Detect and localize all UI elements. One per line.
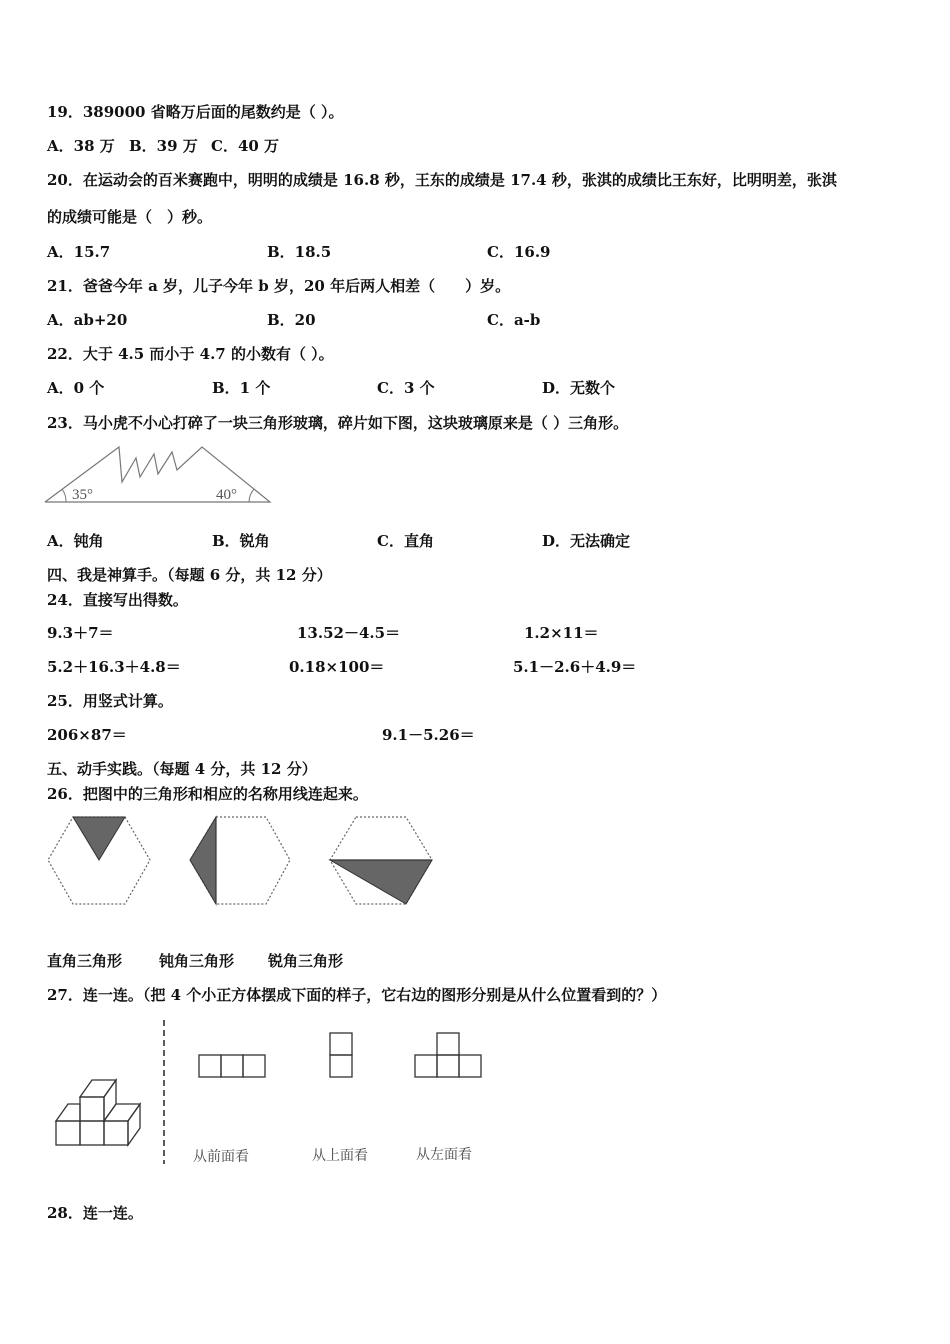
q23-option-a: A．钝角 bbox=[47, 532, 104, 550]
hexagon-3 bbox=[330, 817, 432, 904]
q24-item-6: 5.1－2.6＋4.9＝ bbox=[513, 658, 637, 676]
name-obtuse-triangle: 钝角三角形 bbox=[159, 952, 235, 970]
q24-item-2: 13.52－4.5＝ bbox=[297, 624, 401, 642]
broken-glass-figure bbox=[44, 442, 272, 504]
q19-option-a: A．38 万 bbox=[47, 137, 115, 155]
hexagon-1 bbox=[48, 817, 150, 904]
q20-option-a: A．15.7 bbox=[47, 243, 111, 261]
q23-option-c: C．直角 bbox=[377, 532, 434, 550]
q19-stem: 19．389000 省略万后面的尾数约是（ ）。 bbox=[47, 103, 344, 121]
name-acute-triangle: 锐角三角形 bbox=[268, 952, 344, 970]
q23-stem: 23．马小虎不小心打碎了一块三角形玻璃，碎片如下图，这块玻璃原来是（ ）三角形。 bbox=[47, 414, 629, 432]
q19-option-b: B．39 万 bbox=[129, 137, 198, 155]
q24-item-3: 1.2×11＝ bbox=[524, 624, 599, 642]
left-view bbox=[415, 1033, 481, 1077]
q20-stem-line1: 20．在运动会的百米赛跑中，明明的成绩是 16.8 秒，王东的成绩是 17.4 秒，张淇的成绩比王东好，比明明差，张淇 bbox=[47, 171, 837, 189]
q21-option-b: B．20 bbox=[267, 311, 316, 329]
q23-option-d: D．无法确定 bbox=[542, 532, 631, 550]
name-right-triangle: 直角三角形 bbox=[47, 952, 123, 970]
q24-item-5: 0.18×100＝ bbox=[289, 658, 385, 676]
q24-stem: 24．直接写出得数。 bbox=[47, 591, 188, 609]
q21-stem: 21．爸爸今年 a 岁，儿子今年 b 岁，20 年后两人相差（ ）岁。 bbox=[47, 277, 511, 295]
top-view bbox=[330, 1033, 352, 1077]
q22-option-c: C．3 个 bbox=[377, 379, 435, 397]
q27-stem: 27．连一连。（把 4 个小正方体摆成下面的样子，它右边的图形分别是从什么位置看到的？） bbox=[47, 986, 667, 1004]
q20-option-b: B．18.5 bbox=[267, 243, 332, 261]
angle-right-label: 40° bbox=[216, 487, 237, 503]
q22-option-d: D．无数个 bbox=[542, 379, 616, 397]
q22-stem: 22．大于 4.5 而小于 4.7 的小数有（ ）。 bbox=[47, 345, 334, 363]
section-4-title: 四、我是神算手。（每题 6 分，共 12 分） bbox=[47, 566, 332, 584]
q19-option-c: C．40 万 bbox=[211, 137, 280, 155]
q22-option-a: A．0 个 bbox=[47, 379, 105, 397]
front-view bbox=[199, 1055, 265, 1077]
q21-option-a: A．ab+20 bbox=[47, 311, 128, 329]
q24-item-1: 9.3＋7＝ bbox=[47, 624, 114, 642]
cube-stack bbox=[56, 1080, 140, 1145]
q24-item-4: 5.2＋16.3＋4.8＝ bbox=[47, 658, 181, 676]
hexagon-triangles-figure bbox=[44, 812, 436, 912]
q20-stem-line2: 的成绩可能是（ ）秒。 bbox=[47, 208, 213, 226]
q28-stem: 28．连一连。 bbox=[47, 1204, 143, 1222]
caption-left-view: 从左面看 bbox=[416, 1147, 472, 1163]
caption-top-view: 从上面看 bbox=[312, 1148, 368, 1164]
q25-item-1: 206×87＝ bbox=[47, 726, 127, 744]
q22-option-b: B．1 个 bbox=[212, 379, 271, 397]
section-5-title: 五、动手实践。（每题 4 分，共 12 分） bbox=[47, 760, 317, 778]
hexagon-2 bbox=[190, 817, 290, 904]
q21-option-c: C．a-b bbox=[487, 311, 541, 329]
q25-stem: 25．用竖式计算。 bbox=[47, 692, 173, 710]
q25-item-2: 9.1－5.26＝ bbox=[382, 726, 475, 744]
q26-stem: 26．把图中的三角形和相应的名称用线连起来。 bbox=[47, 785, 368, 803]
angle-left-label: 35° bbox=[72, 487, 93, 503]
q20-option-c: C．16.9 bbox=[487, 243, 551, 261]
caption-front-view: 从前面看 bbox=[193, 1149, 249, 1165]
q23-option-b: B．锐角 bbox=[212, 532, 270, 550]
